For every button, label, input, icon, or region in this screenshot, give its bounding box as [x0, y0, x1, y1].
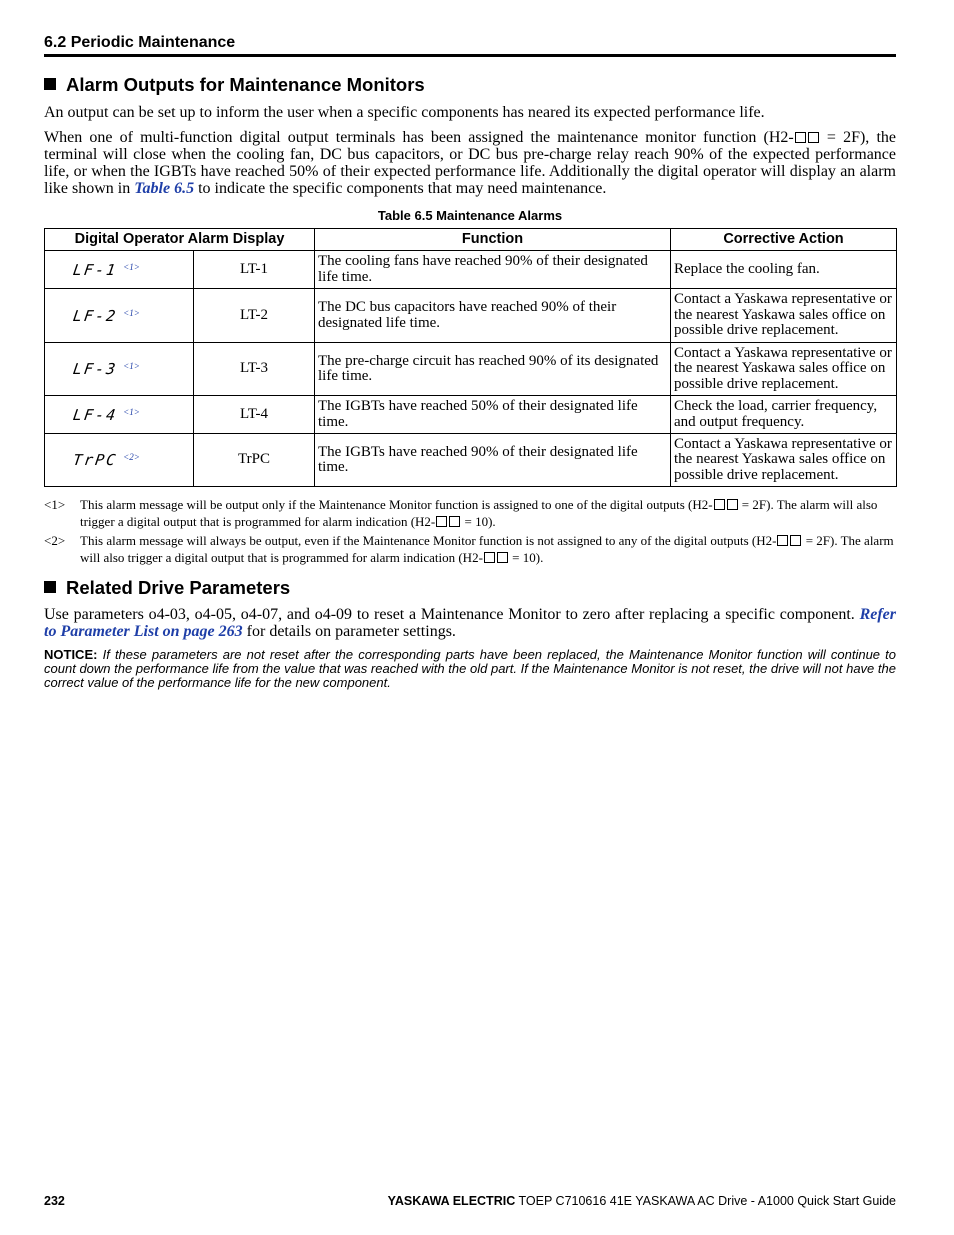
- footnote-ref-link[interactable]: <1>: [123, 361, 140, 372]
- corrective-action: Contact a Yaskawa representative or the nearest Yaskawa sales office on possible drive replacement.: [671, 289, 897, 343]
- placeholder-box-icon: [795, 132, 806, 143]
- alarm-display-cell: [45, 343, 194, 396]
- footer-doc-info: [388, 1194, 896, 1208]
- page-number: 232: [44, 1194, 65, 1208]
- alarm-display-cell: [45, 434, 194, 487]
- alarm-function: The cooling fans have reached 90% of their designated life time.: [315, 251, 671, 289]
- parameter-list-link[interactable]: Refer to Parameter List on page 263: [44, 606, 896, 640]
- alarm-code: LT-3: [194, 343, 315, 396]
- alarm-display-cell: [45, 396, 194, 434]
- alarm-display-cell: [45, 289, 194, 343]
- para-text: When one of multi-function digital output terminals has been assigned the maintenance monitor function (H2-: [44, 129, 794, 146]
- alarm-function: The pre-charge circuit has reached 90% of its designated life time.: [315, 343, 671, 396]
- footnote-ref-link[interactable]: <2>: [123, 452, 140, 463]
- table-row: [45, 251, 897, 289]
- footer-doc: TOEP C710616 41E YASKAWA AC Drive - A1000 Quick Start Guide: [515, 1194, 896, 1208]
- alarm-code: LT-4: [194, 396, 315, 434]
- lcd-display: LF-4: [71, 405, 119, 424]
- col-header-function: Function: [315, 229, 671, 251]
- para-text: to indicate the specific components that may need maintenance.: [194, 180, 607, 197]
- section-header: 6.2 Periodic Maintenance: [44, 34, 896, 57]
- table-header-row: [45, 229, 897, 251]
- footnote-1: [44, 496, 896, 530]
- placeholder-box-icon: [436, 516, 447, 527]
- notice-block: [44, 648, 896, 690]
- maintenance-alarms-table: [44, 228, 897, 487]
- intro-paragraph: An output can be set up to inform the user when a specific components has neared its expected performance life.: [44, 104, 765, 121]
- col-header-display: Digital Operator Alarm Display: [45, 229, 315, 251]
- para-text: = 2F), the terminal will close when the cooling fan, DC bus capacitors, or DC bus pre-charge relay reach 90% of the expected performance life, or when the IGBTs have reached 50% of their expected performance life. Additionally the digital operator will display an alarm like shown in: [44, 129, 897, 197]
- col-header-action: Corrective Action: [671, 229, 897, 251]
- alarm-outputs-heading: [44, 74, 425, 96]
- corrective-action: Contact a Yaskawa representative or the nearest Yaskawa sales office on possible drive replacement.: [671, 343, 897, 396]
- placeholder-box-icon: [449, 516, 460, 527]
- table-row: [45, 289, 897, 343]
- heading-text: Related Drive Parameters: [66, 577, 291, 598]
- table-row: [45, 343, 897, 396]
- footnote-text: This alarm message will always be output, even if the Maintenance Monitor function is not assigned to any of the digital outputs (H2-: [80, 533, 777, 548]
- heading-text: Alarm Outputs for Maintenance Monitors: [66, 74, 425, 95]
- alarm-function: The IGBTs have reached 90% of their designated life time.: [315, 434, 671, 487]
- para-text: for details on parameter settings.: [242, 623, 456, 640]
- footer-brand: YASKAWA ELECTRIC: [387, 1194, 516, 1208]
- alarm-function: The IGBTs have reached 50% of their designated life time.: [315, 396, 671, 434]
- footnote-text: = 10).: [461, 514, 496, 529]
- lcd-display: LF-3: [71, 360, 119, 379]
- alarm-function: The DC bus capacitors have reached 90% of their designated life time.: [315, 289, 671, 343]
- alarm-code: TrPC: [194, 434, 315, 487]
- description-paragraph: [44, 129, 896, 197]
- placeholder-box-icon: [714, 499, 725, 510]
- square-bullet-icon: [44, 581, 56, 593]
- footnote-text: = 10).: [508, 550, 544, 565]
- table-caption: Table 6.5 Maintenance Alarms: [377, 208, 563, 223]
- corrective-action: Contact a Yaskawa representative or the nearest Yaskawa sales office on possible drive replacement.: [671, 434, 897, 487]
- footnote-ref-link[interactable]: <1>: [123, 261, 140, 272]
- para-text: Use parameters o4-03, o4-05, o4-07, and o4-09 to reset a Maintenance Monitor to zero after replacing a specific component.: [44, 606, 860, 623]
- placeholder-box-icon: [497, 552, 508, 563]
- footnote-tag: <1>: [44, 497, 66, 512]
- corrective-action: Replace the cooling fan.: [671, 251, 897, 289]
- footnote-text: This alarm message will be output only if the Maintenance Monitor function is assigned to one of the digital outputs (H2-: [80, 497, 713, 512]
- table-row: [45, 396, 897, 434]
- notice-text: If these parameters are not reset after the corresponding parts have been replaced, the Maintenance Monitor function will continue to count down the performance life from the value that was reached with the old part. If the Maintenance Monitor is not reset, the drive will not have the correct value of the performance life for the new component.: [44, 647, 896, 690]
- alarm-display-cell: [45, 251, 194, 289]
- related-paragraph: [44, 606, 896, 640]
- placeholder-box-icon: [484, 552, 495, 563]
- square-bullet-icon: [44, 78, 56, 90]
- footnote-ref-link[interactable]: <1>: [123, 406, 140, 417]
- alarm-code: LT-2: [194, 289, 315, 343]
- corrective-action: Check the load, carrier frequency, and output frequency.: [671, 396, 897, 434]
- lcd-display: LF-1: [71, 260, 119, 279]
- page-footer: [44, 1194, 896, 1208]
- placeholder-box-icon: [790, 535, 801, 546]
- table-6-5-link[interactable]: Table 6.5: [134, 180, 195, 197]
- footnote-2: [44, 532, 896, 566]
- footnote-ref-link[interactable]: <1>: [123, 307, 140, 318]
- notice-label: NOTICE:: [44, 647, 98, 662]
- placeholder-box-icon: [808, 132, 819, 143]
- footnote-tag: <2>: [44, 533, 66, 548]
- table-row: [45, 434, 897, 487]
- lcd-display: TrPC: [71, 451, 119, 470]
- placeholder-box-icon: [777, 535, 788, 546]
- alarm-code: LT-1: [194, 251, 315, 289]
- footnote-text: = 2F). The alarm will also trigger a digital output that is programmed for alarm indication (H2-: [80, 497, 878, 529]
- placeholder-box-icon: [727, 499, 738, 510]
- footnote-text: = 2F). The alarm will also trigger a digital output that is programmed for alarm indication (H2-: [80, 533, 894, 565]
- related-params-heading: [44, 577, 290, 599]
- lcd-display: LF-2: [71, 306, 119, 325]
